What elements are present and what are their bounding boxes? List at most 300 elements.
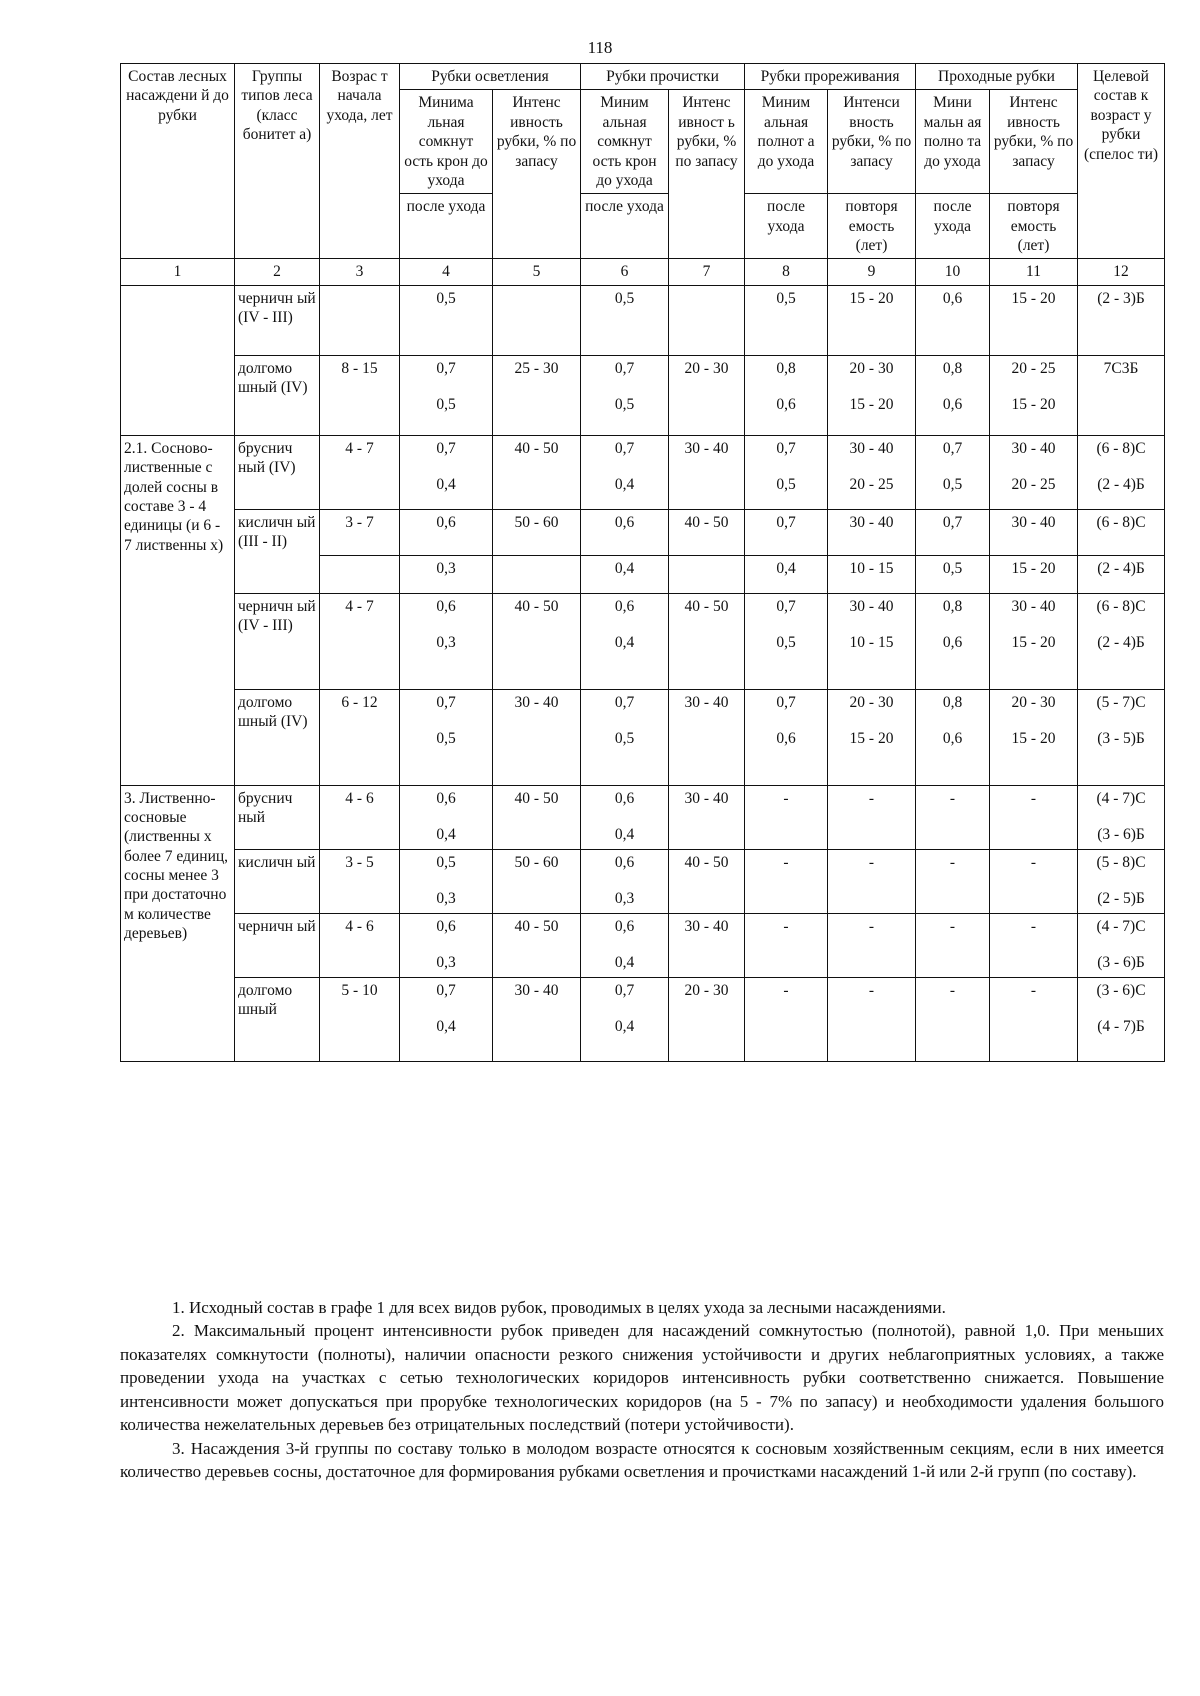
table-row xyxy=(121,355,1165,435)
cell-value: 0,4 xyxy=(614,633,635,651)
forest-type-cell: кисличн ый xyxy=(235,849,320,913)
c12-cell-values xyxy=(1081,289,1161,308)
start-age-cell xyxy=(320,285,400,355)
start-age-cell: 8 - 15 xyxy=(320,355,400,435)
c6-cell xyxy=(581,355,669,435)
cell-value: - xyxy=(949,981,956,999)
c8-cell-values xyxy=(748,289,824,308)
cell-value: - xyxy=(868,853,875,871)
c8-cell-values xyxy=(748,789,824,808)
cell-value: 0,5 xyxy=(436,729,456,747)
cell-value: - xyxy=(783,789,789,807)
cell-value: 0,6 xyxy=(614,917,635,935)
cell-value: 0,4 xyxy=(614,825,635,843)
c10-cell xyxy=(916,285,990,355)
forest-type-cell: черничн ый xyxy=(235,913,320,977)
header-c6-before: Миним альная сомкнут ость крон до ухода xyxy=(581,90,669,194)
cell-value: 0,7 xyxy=(614,693,635,711)
cell-value: 0,6 xyxy=(942,289,963,307)
c11-cell-values xyxy=(993,597,1074,653)
cell-value: (6 - 8)С xyxy=(1096,439,1146,457)
table-row xyxy=(121,555,1165,593)
table-row xyxy=(121,689,1165,785)
c9-cell-values xyxy=(831,917,912,936)
cell-value: - xyxy=(1030,853,1037,871)
c9-cell xyxy=(828,913,916,977)
start-age-cell: 4 - 6 xyxy=(320,913,400,977)
c9-cell xyxy=(828,977,916,1061)
cell-value: 0,7 xyxy=(436,693,456,711)
cell-value: 0,5 xyxy=(776,633,796,651)
c8-cell xyxy=(745,913,828,977)
c11-cell xyxy=(990,555,1078,593)
c10-cell xyxy=(916,689,990,785)
c6-cell-values xyxy=(584,513,665,532)
c8-cell xyxy=(745,689,828,785)
c11-cell xyxy=(990,913,1078,977)
c11-cell xyxy=(990,785,1078,849)
c6-cell-values xyxy=(584,981,665,1037)
c8-cell xyxy=(745,555,828,593)
cell-value: 0,3 xyxy=(436,953,456,971)
start-age-cell: 4 - 7 xyxy=(320,593,400,689)
start-age-cell: 3 - 5 xyxy=(320,849,400,913)
c12-cell xyxy=(1078,555,1165,593)
c9-cell xyxy=(828,355,916,435)
c6-cell-values xyxy=(584,917,665,973)
start-age-cell xyxy=(320,555,400,593)
c4-cell xyxy=(400,689,493,785)
c6-cell xyxy=(581,849,669,913)
c10-cell xyxy=(916,977,990,1061)
cell-value: 0,6 xyxy=(942,396,963,414)
cell-value: (2 - 4)Б xyxy=(1097,476,1145,494)
cell-value: - xyxy=(1030,789,1037,807)
cell-value: 0,7 xyxy=(436,439,456,457)
c9-cell-values xyxy=(831,789,912,808)
c4-cell xyxy=(400,285,493,355)
c8-cell-values xyxy=(748,853,824,872)
cell-value: 0,5 xyxy=(614,289,635,307)
c11-cell-values xyxy=(993,981,1074,1000)
cell-value: 0,7 xyxy=(436,359,456,377)
c6-cell xyxy=(581,785,669,849)
column-number: 1 xyxy=(121,259,235,285)
c12-cell xyxy=(1078,913,1165,977)
c11-cell xyxy=(990,849,1078,913)
cell-value: 0,5 xyxy=(614,396,635,414)
cell-value: 0,3 xyxy=(436,559,456,577)
c11-cell-values xyxy=(993,439,1074,495)
cell-value: 0,3 xyxy=(436,633,456,651)
header-c10-after: после ухода xyxy=(916,194,990,259)
cell-value: 20 - 30 xyxy=(849,359,894,377)
forest-type-cell: кисличн ый (III - II) xyxy=(235,509,320,555)
cell-value: 0,4 xyxy=(436,825,456,843)
header-cleaning-cuts: Рубки прочистки xyxy=(581,64,745,90)
c7-cell: 30 - 40 xyxy=(669,913,745,977)
cell-value: - xyxy=(868,981,875,999)
cell-value: 0,8 xyxy=(942,359,963,377)
header-c9-intensity: Интенси вность рубки, % по запасу xyxy=(828,90,916,194)
forest-type-cell: черничн ый (IV - III) xyxy=(235,285,320,355)
c4-cell xyxy=(400,593,493,689)
c5-cell: 40 - 50 xyxy=(493,785,581,849)
c10-cell xyxy=(916,435,990,509)
table-row xyxy=(121,785,1165,849)
c10-cell xyxy=(916,555,990,593)
c6-cell xyxy=(581,285,669,355)
header-c11-repeat: повторя емость (лет) xyxy=(990,194,1078,259)
c9-cell-values xyxy=(831,597,912,653)
cell-value: 0,7 xyxy=(942,513,963,531)
header-c8-after: после ухода xyxy=(745,194,828,259)
cell-value: 30 - 40 xyxy=(849,513,894,531)
c9-cell xyxy=(828,689,916,785)
c11-cell xyxy=(990,977,1078,1061)
c6-cell-values xyxy=(584,439,665,495)
c10-cell-values xyxy=(919,289,986,308)
cell-value: - xyxy=(1030,917,1037,935)
header-row-1 xyxy=(121,64,1165,90)
c11-cell-values xyxy=(993,693,1074,749)
c8-cell-values xyxy=(748,359,824,415)
cell-value: - xyxy=(949,789,956,807)
column-number: 2 xyxy=(235,259,320,285)
cell-value: 0,7 xyxy=(776,513,796,531)
c6-cell-values xyxy=(584,853,665,909)
group-continued-cell xyxy=(121,285,235,435)
start-age-cell: 4 - 7 xyxy=(320,435,400,509)
start-age-cell: 5 - 10 xyxy=(320,977,400,1061)
c9-cell xyxy=(828,285,916,355)
c10-cell-values xyxy=(919,917,986,936)
c12-cell-values xyxy=(1081,693,1161,749)
c11-cell xyxy=(990,355,1078,435)
c8-cell-values xyxy=(748,439,824,495)
c9-cell xyxy=(828,509,916,555)
c8-cell xyxy=(745,355,828,435)
header-c7: Интенс ивност ь рубки, % по запасу xyxy=(669,90,745,259)
header-composition: Состав лесных насаждени й до рубки xyxy=(121,64,235,259)
cell-value: 0,6 xyxy=(436,789,456,807)
header-c8-before: Миним альная полнот а до ухода xyxy=(745,90,828,194)
cell-value: 10 - 15 xyxy=(849,559,894,577)
header-c5: Интенс ивность рубки, % по запасу xyxy=(493,90,581,259)
c12-cell xyxy=(1078,689,1165,785)
cell-value: 0,4 xyxy=(614,559,635,577)
c5-cell: 40 - 50 xyxy=(493,913,581,977)
cell-value: 0,4 xyxy=(776,559,796,577)
cell-value: 0,7 xyxy=(776,597,796,615)
cell-value: (3 - 6)С xyxy=(1096,981,1146,999)
c9-cell-values xyxy=(831,559,912,578)
cell-value: (3 - 5)Б xyxy=(1097,729,1145,747)
forest-type-cell: бруснич ный (IV) xyxy=(235,435,320,509)
c9-cell-values xyxy=(831,693,912,749)
cell-value: (6 - 8)С xyxy=(1096,597,1146,615)
c8-cell-values xyxy=(748,693,824,749)
table-row xyxy=(121,285,1165,355)
cell-value: - xyxy=(868,917,875,935)
start-age-cell: 4 - 6 xyxy=(320,785,400,849)
c11-cell xyxy=(990,435,1078,509)
c6-cell-values xyxy=(584,359,665,415)
cell-value: 0,7 xyxy=(776,439,796,457)
c4-cell-values xyxy=(403,917,489,973)
table-row xyxy=(121,593,1165,689)
c10-cell-values xyxy=(919,597,986,653)
c6-cell xyxy=(581,913,669,977)
c10-cell-values xyxy=(919,789,986,808)
group-3-cell: 3. Лиственно-сосновые (лиственны х более 7 единиц, сосны менее 3 при достаточно м количестве деревьев) xyxy=(121,785,235,1061)
c6-cell-values xyxy=(584,789,665,845)
c4-cell xyxy=(400,913,493,977)
cell-value: 0,6 xyxy=(614,597,635,615)
c5-cell: 40 - 50 xyxy=(493,435,581,509)
c11-cell-values xyxy=(993,789,1074,808)
column-number: 8 xyxy=(745,259,828,285)
cell-value: 0,4 xyxy=(436,1017,456,1035)
c4-cell-values xyxy=(403,439,489,495)
cell-value: 0,6 xyxy=(436,513,456,531)
note-3: 3. Насаждения 3-й группы по составу только в молодом возрасте относятся к сосновым хозяйственным секциям, если в них имеется количество деревьев сосны, достаточное для формирования рубками осветления и прочистками насаждений 1-й или 2-й групп (по составу). xyxy=(120,1438,1164,1482)
start-age-cell: 6 - 12 xyxy=(320,689,400,785)
c9-cell xyxy=(828,849,916,913)
c5-cell: 30 - 40 xyxy=(493,689,581,785)
table-row xyxy=(121,435,1165,509)
forest-type-cell xyxy=(235,555,320,593)
cell-value: 0,6 xyxy=(436,597,456,615)
cell-value: 0,7 xyxy=(614,981,635,999)
c10-cell-values xyxy=(919,853,986,872)
c10-cell-values xyxy=(919,439,986,495)
cell-value: 15 - 20 xyxy=(1011,729,1056,747)
c10-cell-values xyxy=(919,513,986,532)
c7-cell xyxy=(669,285,745,355)
c10-cell-values xyxy=(919,359,986,415)
cell-value: 0,4 xyxy=(614,1017,635,1035)
c12-cell-values xyxy=(1081,559,1161,578)
c12-cell xyxy=(1078,593,1165,689)
c6-cell xyxy=(581,435,669,509)
cell-value: 15 - 20 xyxy=(849,396,894,414)
c6-cell xyxy=(581,593,669,689)
cell-value: 20 - 30 xyxy=(849,693,894,711)
cell-value: 0,7 xyxy=(614,359,635,377)
cell-value: 0,5 xyxy=(942,559,963,577)
c6-cell-values xyxy=(584,693,665,749)
forest-type-cell: бруснич ный xyxy=(235,785,320,849)
cell-value: 0,6 xyxy=(776,729,796,747)
c12-cell-values xyxy=(1081,439,1161,495)
cell-value: (5 - 7)С xyxy=(1096,693,1146,711)
c8-cell xyxy=(745,509,828,555)
forest-type-cell: долгомо шный (IV) xyxy=(235,355,320,435)
notes xyxy=(120,1296,1164,1484)
c12-cell-values xyxy=(1081,853,1161,909)
cell-value: 0,7 xyxy=(614,439,635,457)
cell-value: 0,6 xyxy=(614,853,635,871)
c10-cell xyxy=(916,785,990,849)
cell-value: 0,6 xyxy=(614,789,635,807)
cell-value: 20 - 25 xyxy=(849,476,894,494)
c11-cell-values xyxy=(993,289,1074,308)
c10-cell xyxy=(916,355,990,435)
c6-cell xyxy=(581,977,669,1061)
cell-value: - xyxy=(783,981,789,999)
c12-cell-values xyxy=(1081,513,1161,532)
cell-value: (2 - 4)Б xyxy=(1097,633,1145,651)
cell-value: 0,6 xyxy=(776,396,796,414)
c8-cell xyxy=(745,977,828,1061)
c11-cell xyxy=(990,509,1078,555)
cell-value: - xyxy=(949,853,956,871)
c9-cell xyxy=(828,593,916,689)
cell-value: 0,5 xyxy=(436,853,456,871)
c12-cell-values xyxy=(1081,789,1161,845)
c9-cell-values xyxy=(831,359,912,415)
c5-cell xyxy=(493,555,581,593)
c5-cell: 50 - 60 xyxy=(493,849,581,913)
c10-cell-values xyxy=(919,559,986,578)
forest-type-cell: черничн ый (IV - III) xyxy=(235,593,320,689)
cell-value: 15 - 20 xyxy=(1011,289,1056,307)
cell-value: (4 - 7)С xyxy=(1096,917,1146,935)
c11-cell xyxy=(990,593,1078,689)
table-row xyxy=(121,509,1165,555)
cell-value: - xyxy=(949,917,956,935)
c8-cell-values xyxy=(748,559,824,578)
cell-value: 0,6 xyxy=(942,633,963,651)
header-passing-cuts: Проходные рубки xyxy=(916,64,1078,90)
cell-value: (2 - 3)Б xyxy=(1097,289,1145,307)
c9-cell-values xyxy=(831,513,912,532)
cell-value: 0,6 xyxy=(614,513,635,531)
table-row xyxy=(121,913,1165,977)
cell-value: 30 - 40 xyxy=(1011,439,1056,457)
c6-cell-values xyxy=(584,597,665,653)
cell-value: 30 - 40 xyxy=(849,439,894,457)
cell-value: (6 - 8)С xyxy=(1096,513,1146,531)
c4-cell-values xyxy=(403,597,489,653)
column-number: 3 xyxy=(320,259,400,285)
c9-cell-values xyxy=(831,853,912,872)
table-row xyxy=(121,849,1165,913)
cell-value: (4 - 7)Б xyxy=(1097,1017,1145,1035)
column-number: 7 xyxy=(669,259,745,285)
c8-cell xyxy=(745,285,828,355)
cell-value: 0,8 xyxy=(942,597,963,615)
c12-cell xyxy=(1078,435,1165,509)
cell-value: 30 - 40 xyxy=(849,597,894,615)
cell-value: 20 - 25 xyxy=(1011,476,1056,494)
c8-cell-values xyxy=(748,917,824,936)
c12-cell xyxy=(1078,509,1165,555)
header-thinning-cuts: Рубки прореживания xyxy=(745,64,916,90)
cell-value: (3 - 6)Б xyxy=(1097,953,1145,971)
c4-cell xyxy=(400,849,493,913)
c9-cell xyxy=(828,555,916,593)
header-c6-after: после ухода xyxy=(581,194,669,259)
cell-value: 20 - 25 xyxy=(1011,359,1056,377)
c4-cell-values xyxy=(403,853,489,909)
cell-value: - xyxy=(783,917,789,935)
c11-cell-values xyxy=(993,513,1074,532)
cell-value: 15 - 20 xyxy=(849,729,894,747)
c4-cell xyxy=(400,555,493,593)
c5-cell: 30 - 40 xyxy=(493,977,581,1061)
cell-value: 0,5 xyxy=(776,476,796,494)
c10-cell xyxy=(916,849,990,913)
c12-cell-values xyxy=(1081,981,1161,1037)
c7-cell: 40 - 50 xyxy=(669,849,745,913)
c6-cell xyxy=(581,689,669,785)
c10-cell xyxy=(916,913,990,977)
cell-value: 0,4 xyxy=(614,476,635,494)
column-number: 5 xyxy=(493,259,581,285)
column-number: 12 xyxy=(1078,259,1165,285)
c7-cell: 30 - 40 xyxy=(669,689,745,785)
cell-value: (2 - 4)Б xyxy=(1097,559,1145,577)
cell-value: 0,8 xyxy=(942,693,963,711)
header-c4-before: Минима льная сомкнут ость крон до ухода xyxy=(400,90,493,194)
cell-value: 0,4 xyxy=(614,953,635,971)
cell-value: (3 - 6)Б xyxy=(1097,825,1145,843)
column-number: 10 xyxy=(916,259,990,285)
cell-value: - xyxy=(783,853,789,871)
c4-cell-values xyxy=(403,513,489,532)
header-c9-repeat: повторя емость (лет) xyxy=(828,194,916,259)
c8-cell-values xyxy=(748,513,824,532)
c7-cell: 20 - 30 xyxy=(669,977,745,1061)
c12-cell xyxy=(1078,785,1165,849)
c9-cell xyxy=(828,435,916,509)
c7-cell xyxy=(669,555,745,593)
c12-cell xyxy=(1078,849,1165,913)
c6-cell xyxy=(581,555,669,593)
header-start-age: Возрас т начала ухода, лет xyxy=(320,64,400,259)
note-2: 2. Максимальный процент интенсивности рубок приведен для насаждений сомкнутостью (полнотой), равной 1,0. При меньших показателях сомкнутости (полноты), наличии опасности резкого снижения устойчивости и других неблагоприятных условиях, а также проведении ухода на участках с сетью технологических коридоров интенсивность рубки соответственно снижается. Повышение интенсивности может допускаться при прорубке технологических коридоров (на 5 - 7% по запасу) и необходимости удаления большого количества нежелательных деревьев без отрицательных последствий (потери устойчивости). xyxy=(120,1321,1164,1435)
header-c11-intensity: Интенс ивность рубки, % по запасу xyxy=(990,90,1078,194)
column-number-row xyxy=(121,259,1165,285)
cell-value: (5 - 8)С xyxy=(1096,853,1146,871)
cell-value: 0,5 xyxy=(436,396,456,414)
header-lightening-cuts: Рубки осветления xyxy=(400,64,581,90)
group-2-1-cell: 2.1. Сосново-лиственные с долей сосны в составе 3 - 4 единицы (и 6 - 7 лиственны х) xyxy=(121,435,235,785)
cell-value: 0,7 xyxy=(436,981,456,999)
c7-cell: 20 - 30 xyxy=(669,355,745,435)
header-c4-after: после ухода xyxy=(400,194,493,259)
c4-cell-values xyxy=(403,359,489,415)
c8-cell xyxy=(745,785,828,849)
cell-value: (4 - 7)С xyxy=(1096,789,1146,807)
table-body xyxy=(121,64,1165,1062)
c10-cell-values xyxy=(919,693,986,749)
cell-value: 0,7 xyxy=(942,439,963,457)
cell-value: 30 - 40 xyxy=(1011,513,1056,531)
c8-cell-values xyxy=(748,597,824,653)
c9-cell-values xyxy=(831,289,912,308)
c8-cell xyxy=(745,593,828,689)
c12-cell-values xyxy=(1081,597,1161,653)
forest-care-table xyxy=(120,63,1165,1062)
cell-value: 0,5 xyxy=(614,729,635,747)
c11-cell-values xyxy=(993,359,1074,415)
cell-value: 0,6 xyxy=(436,917,456,935)
page-number: 118 xyxy=(587,38,613,57)
c11-cell xyxy=(990,689,1078,785)
